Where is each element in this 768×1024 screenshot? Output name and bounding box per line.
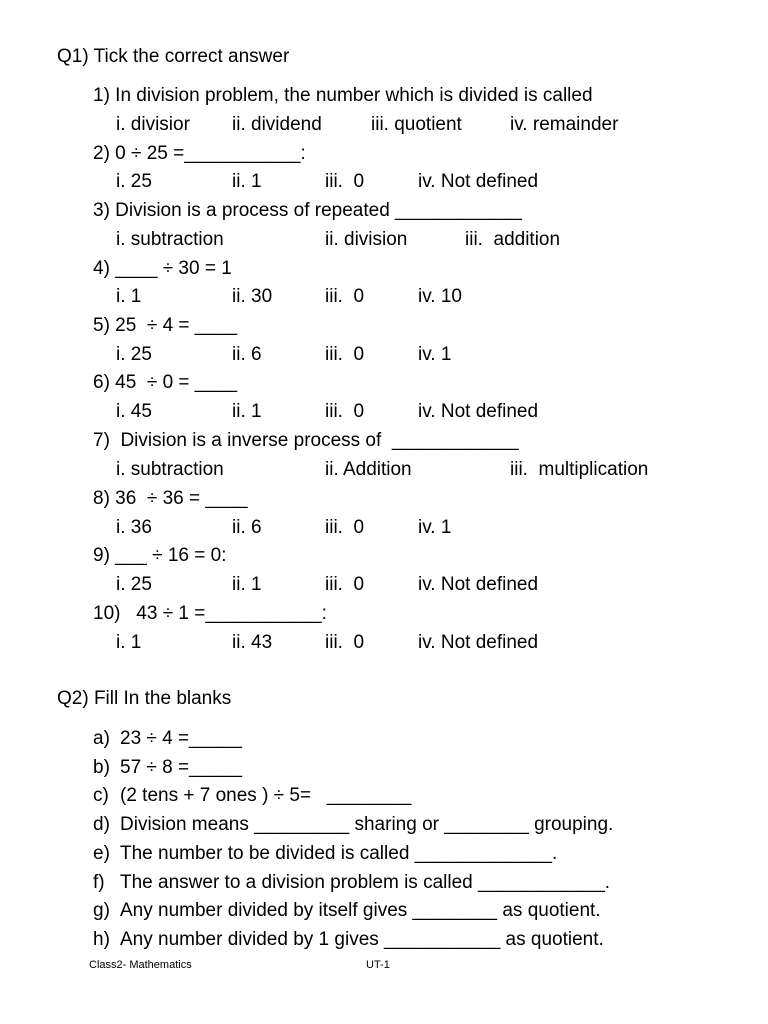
q1-6-option-i: i. 45 <box>116 401 152 422</box>
q1-5-option-ii: ii. 6 <box>232 344 262 365</box>
q2-item-e-letter: e) <box>93 843 110 864</box>
q1-6-option-iii: iii. 0 <box>325 401 365 422</box>
q1-question-7: 7) Division is a inverse process of ____________ <box>93 430 519 451</box>
q1-10-option-iv: iv. Not defined <box>418 632 539 653</box>
q2-item-c: (2 tens + 7 ones ) ÷ 5= ________ <box>120 785 412 806</box>
q1-9-option-iv: iv. Not defined <box>418 574 539 595</box>
q1-1-option-i: i. divisior <box>116 114 190 135</box>
q1-3-option-i: i. subtraction <box>116 229 224 250</box>
q1-question-2: 2) 0 ÷ 25 =___________: <box>93 143 306 164</box>
q2-item-h: Any number divided by 1 gives ___________ as quotient. <box>120 929 604 950</box>
q1-10-option-i: i. 1 <box>116 632 142 653</box>
q1-7-option-iii: iii. multiplication <box>510 459 649 480</box>
q1-4-option-i: i. 1 <box>116 286 142 307</box>
q1-question-4: 4) ____ ÷ 30 = 1 <box>93 258 232 279</box>
q2-item-f-letter: f) <box>93 872 105 893</box>
q1-8-option-i: i. 36 <box>116 517 152 538</box>
q1-2-option-ii: ii. 1 <box>232 171 262 192</box>
q1-9-option-iii: iii. 0 <box>325 574 365 595</box>
q1-question-6: 6) 45 ÷ 0 = ____ <box>93 372 238 393</box>
q1-6-option-iv: iv. Not defined <box>418 401 539 422</box>
q1-1-option-ii: ii. dividend <box>232 114 322 135</box>
q1-question-1: 1) In division problem, the number which is divided is called <box>93 85 593 106</box>
q1-2-option-i: i. 25 <box>116 171 152 192</box>
q1-4-option-iv: iv. 10 <box>418 286 463 307</box>
q1-4-option-iii: iii. 0 <box>325 286 365 307</box>
q1-10-option-iii: iii. 0 <box>325 632 365 653</box>
q1-2-option-iii: iii. 0 <box>325 171 365 192</box>
q1-3-option-iii: iii. addition <box>465 229 561 250</box>
q1-9-option-i: i. 25 <box>116 574 152 595</box>
q1-question-8: 8) 36 ÷ 36 = ____ <box>93 488 248 509</box>
q2-item-a: 23 ÷ 4 =_____ <box>120 728 242 749</box>
q2-item-g-letter: g) <box>93 900 110 921</box>
q1-8-option-ii: ii. 6 <box>232 517 262 538</box>
q2-item-g: Any number divided by itself gives ________ as quotient. <box>120 900 601 921</box>
q1-question-10: 10) 43 ÷ 1 =___________: <box>93 603 327 624</box>
q1-10-option-ii: ii. 43 <box>232 632 273 653</box>
q2-item-e: The number to be divided is called _____________. <box>120 843 558 864</box>
q1-6-option-ii: ii. 1 <box>232 401 262 422</box>
q1-question-5: 5) 25 ÷ 4 = ____ <box>93 315 238 336</box>
footer-test: UT-1 <box>366 959 390 971</box>
q2-item-b: 57 ÷ 8 =_____ <box>120 757 242 778</box>
q2-heading: Q2) Fill In the blanks <box>57 688 232 709</box>
q1-question-9: 9) ___ ÷ 16 = 0: <box>93 545 227 566</box>
q1-question-3: 3) Division is a process of repeated ____________ <box>93 200 522 221</box>
q2-item-b-letter: b) <box>93 757 110 778</box>
q1-heading: Q1) Tick the correct answer <box>57 46 290 67</box>
q1-5-option-i: i. 25 <box>116 344 152 365</box>
q1-2-option-iv: iv. Not defined <box>418 171 539 192</box>
q1-3-option-ii: ii. division <box>325 229 408 250</box>
q1-5-option-iii: iii. 0 <box>325 344 365 365</box>
q1-1-option-iii: iii. quotient <box>371 114 462 135</box>
q1-4-option-ii: ii. 30 <box>232 286 273 307</box>
q1-7-option-i: i. subtraction <box>116 459 224 480</box>
q1-1-option-iv: iv. remainder <box>510 114 619 135</box>
q2-item-a-letter: a) <box>93 728 110 749</box>
q2-item-c-letter: c) <box>93 785 109 806</box>
q2-item-f: The answer to a division problem is called ____________. <box>120 872 611 893</box>
q1-8-option-iii: iii. 0 <box>325 517 365 538</box>
q1-7-option-ii: ii. Addition <box>325 459 412 480</box>
q1-5-option-iv: iv. 1 <box>418 344 452 365</box>
q1-9-option-ii: ii. 1 <box>232 574 262 595</box>
footer-subject: Class2- Mathematics <box>89 959 192 971</box>
q2-item-h-letter: h) <box>93 929 110 950</box>
q2-item-d: Division means _________ sharing or ________ grouping. <box>120 814 614 835</box>
q1-8-option-iv: iv. 1 <box>418 517 452 538</box>
q2-item-d-letter: d) <box>93 814 110 835</box>
